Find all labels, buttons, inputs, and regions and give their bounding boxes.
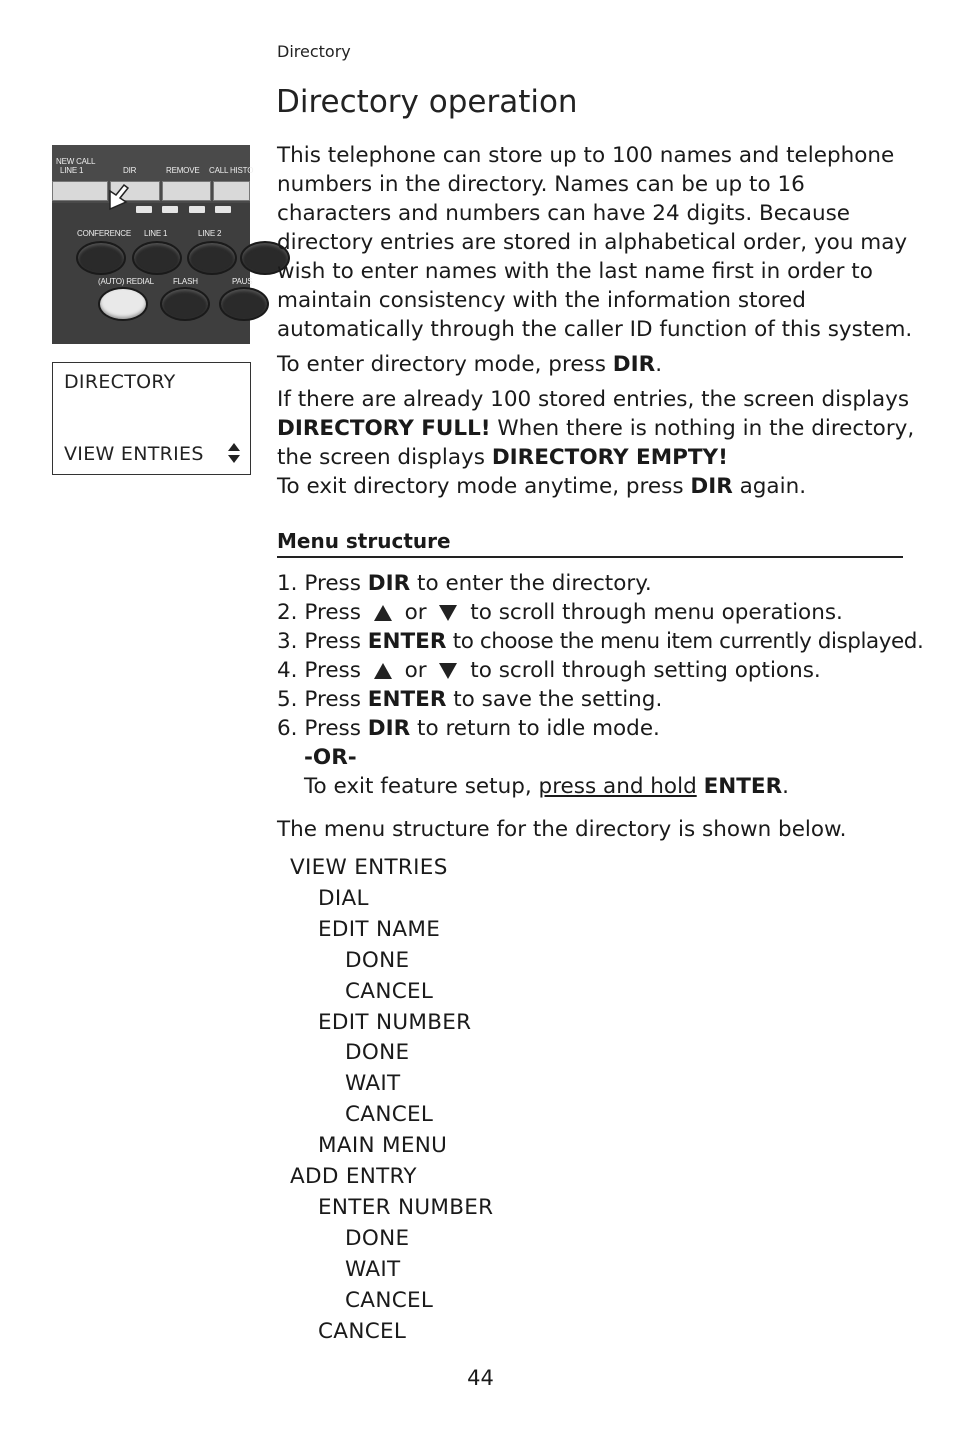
- up-arrow-icon: [374, 663, 392, 679]
- keypad-led-1: [136, 206, 152, 213]
- text-span: to scroll through setting options.: [463, 658, 821, 683]
- text-span: .: [655, 352, 663, 377]
- keypad-label-line2: LINE 2: [198, 229, 222, 238]
- line1-key: [132, 241, 182, 275]
- text-span: to return to idle mode.: [410, 716, 660, 741]
- keypad-label-conference: CONFERENCE: [77, 229, 132, 238]
- keypad-label-line1-top: LINE 1: [60, 166, 84, 175]
- text-span: To exit directory mode anytime, press: [277, 474, 691, 499]
- menu-structure-heading: Menu structure: [277, 529, 903, 558]
- down-arrow-icon: [439, 663, 457, 679]
- pointer-arrow-icon: [108, 185, 130, 211]
- text-span: If there are already 100 stored entries, the screen displays: [277, 387, 910, 412]
- lcd-line-1: DIRECTORY: [64, 371, 176, 393]
- enter-directory-paragraph: [277, 350, 662, 379]
- step-number: 1.: [277, 571, 298, 596]
- menu-tree-item: WAIT: [345, 1256, 401, 1282]
- step-item: [277, 627, 923, 656]
- key-name: ENTER: [367, 629, 447, 654]
- scroll-arrows-icon: [228, 443, 240, 463]
- intro-paragraph: This telephone can store up to 100 names and telephone numbers in the directory. Names can be up to 16 characters and numbers can have 24 digits. Because directory entries are stored in alphabetical order, you may wish to enter names with the last name first in order to maintain consistency with the information stored automatically through the caller ID function of this system.: [277, 143, 913, 342]
- text-span: [697, 774, 704, 799]
- line2-key: [187, 241, 237, 275]
- menu-tree-item: ADD ENTRY: [290, 1164, 417, 1190]
- text-span: To enter directory mode, press: [277, 352, 613, 377]
- auto-redial-key: [98, 287, 148, 321]
- step-item: [277, 714, 923, 743]
- text-span: to enter the directory.: [410, 571, 652, 596]
- menu-tree-item: DONE: [345, 947, 410, 973]
- up-arrow-icon: [374, 605, 392, 621]
- pause-key: [219, 287, 269, 321]
- step-item: [277, 685, 923, 714]
- keypad-label-remove: REMOVE: [166, 166, 200, 175]
- directory-full-message: DIRECTORY FULL!: [277, 416, 491, 441]
- menu-steps-list: [277, 569, 923, 801]
- keypad-slot-line1: [52, 181, 108, 201]
- text-span: Press: [304, 658, 368, 683]
- conference-key: [76, 241, 126, 275]
- text-span: Press: [304, 571, 368, 596]
- keypad-led-4: [215, 206, 231, 213]
- menu-tree-item: DONE: [345, 1225, 410, 1251]
- text-span: again.: [732, 474, 807, 499]
- text-span: to choose the menu item currently displayed.: [446, 629, 924, 654]
- text-span: to save the setting.: [446, 687, 663, 712]
- lcd-display: [52, 362, 251, 475]
- menu-tree-item: EDIT NUMBER: [318, 1009, 472, 1035]
- text-span: When there is nothing in the directory, the screen displays: [277, 416, 915, 470]
- lcd-line-2: VIEW ENTRIES: [64, 443, 204, 465]
- text-span: Press: [304, 716, 368, 741]
- step-item: [277, 656, 923, 685]
- key-name: DIR: [367, 716, 411, 741]
- menu-tree-item: EDIT NAME: [318, 916, 441, 942]
- keypad-label-pause: PAUS: [232, 277, 253, 286]
- keypad-label-flash: FLASH: [173, 277, 198, 286]
- menu-tree-item: CANCEL: [345, 1287, 434, 1313]
- keypad-slot-call-history: [213, 181, 250, 201]
- menu-tree-item: CANCEL: [318, 1318, 407, 1344]
- menu-tree-item: MAIN MENU: [318, 1133, 448, 1159]
- key-name: DIR: [367, 571, 411, 596]
- menu-tree: [290, 853, 493, 1348]
- keypad-label-line1: LINE 1: [144, 229, 168, 238]
- directory-status-paragraph: [277, 385, 917, 472]
- text-span: To exit feature setup,: [304, 774, 539, 799]
- step-number: 4.: [277, 658, 298, 683]
- step-item: [277, 569, 923, 598]
- menu-tree-item: ENTER NUMBER: [318, 1194, 494, 1220]
- step-number: 5.: [277, 687, 298, 712]
- structure-intro: The menu structure for the directory is shown below.: [277, 817, 847, 842]
- menu-tree-item: WAIT: [345, 1071, 401, 1097]
- keypad-led-2: [162, 206, 178, 213]
- step-number: 3.: [277, 629, 298, 654]
- exit-directory-paragraph: [277, 472, 806, 501]
- keypad-slot-remove: [162, 181, 211, 201]
- text-span: to scroll through menu operations.: [463, 600, 843, 625]
- menu-tree-item: DONE: [345, 1040, 410, 1066]
- keypad-photo: [52, 145, 254, 344]
- key-name: ENTER: [367, 687, 447, 712]
- directory-empty-message: DIRECTORY EMPTY!: [491, 445, 728, 470]
- keypad-label-auto-redial: (AUTO) REDIAL: [98, 277, 154, 286]
- text-span: Press: [304, 629, 368, 654]
- text-span: Press: [304, 687, 368, 712]
- key-name: DIR: [612, 352, 656, 377]
- down-arrow-icon: [439, 605, 457, 621]
- section-tag: Directory: [277, 42, 351, 61]
- step-number: 2.: [277, 600, 298, 625]
- exit-setup-note: [277, 772, 923, 801]
- or-text: -OR-: [304, 745, 357, 770]
- step-item: [277, 598, 923, 627]
- keypad-label-dir: DIR: [123, 166, 137, 175]
- press-and-hold-text: press and hold: [538, 774, 697, 799]
- menu-tree-item: CANCEL: [345, 978, 434, 1004]
- page-title: Directory operation: [276, 84, 578, 120]
- menu-tree-item: VIEW ENTRIES: [290, 855, 448, 880]
- key-name: ENTER: [703, 774, 783, 799]
- menu-tree-item: DIAL: [318, 885, 369, 911]
- key-name: DIR: [690, 474, 733, 499]
- text-span: .: [782, 774, 789, 799]
- text-span: or: [397, 658, 434, 683]
- step-number: 6.: [277, 716, 298, 741]
- text-span: or: [397, 600, 434, 625]
- keypad-label-new-call: NEW CALL: [56, 157, 96, 166]
- page-number: 44: [467, 1366, 494, 1390]
- menu-tree-item: CANCEL: [345, 1102, 434, 1128]
- flash-key: [160, 287, 210, 321]
- or-separator: [277, 743, 923, 772]
- keypad-label-call-history: CALL HISTO: [209, 166, 254, 175]
- text-span: Press: [304, 600, 368, 625]
- keypad-led-3: [189, 206, 205, 213]
